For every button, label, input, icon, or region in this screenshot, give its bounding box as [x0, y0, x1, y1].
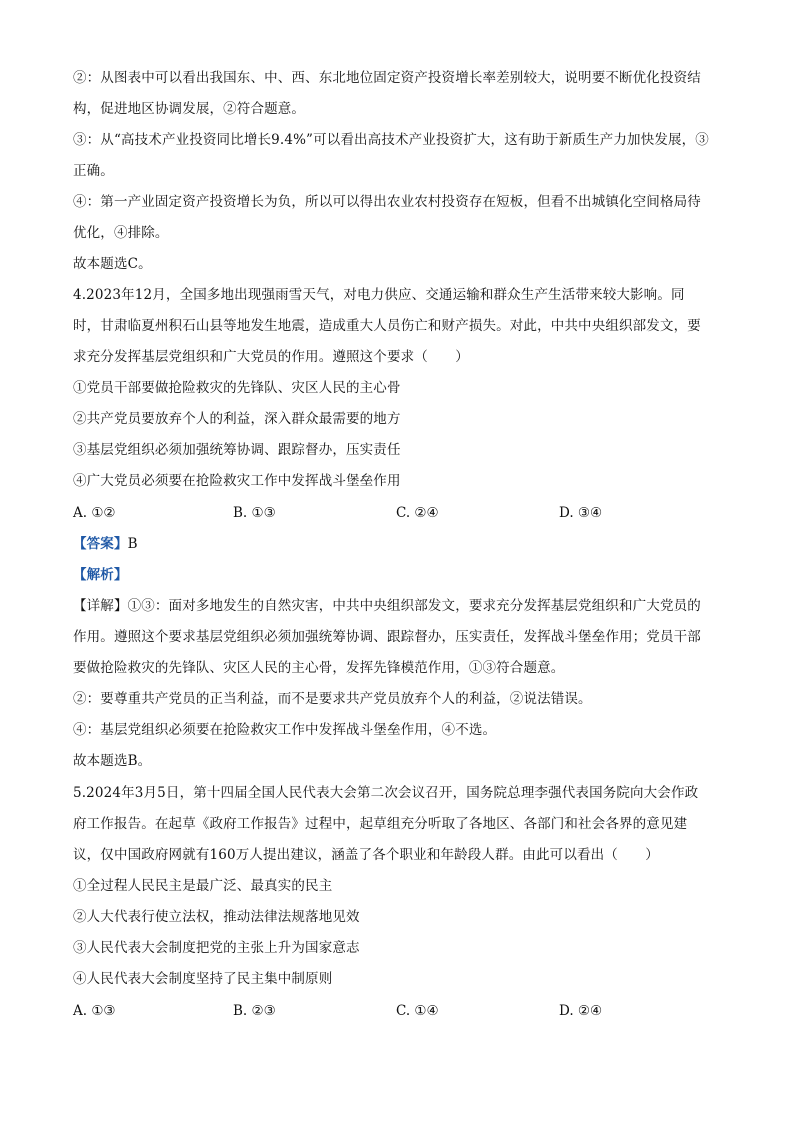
text-line: 时，甘肃临夏州积石山县等地发生地震，造成重大人员伤亡和财产损失。对此，中共中央组织部发文，要	[73, 318, 701, 334]
text-line: 议，仅中国政府网就有160万人提出建议，涵盖了各个职业和年龄段人群。由此可以看出（ ）	[73, 847, 659, 863]
option-b: B. ②③	[233, 1003, 276, 1019]
text-line: 构，促进地区协调发展，②符合题意。	[73, 101, 306, 117]
option-a: A. ①②	[73, 505, 116, 521]
text-line: ④：基层党组织必须要在抢险救灾工作中发挥战斗堡垒作用，④不选。	[73, 722, 497, 738]
detail-text: ①③：面对多地发生的自然灾害，中共中央组织部发文，要求充分发挥基层党组织和广大党员的	[127, 598, 701, 614]
detail-tag: 【详解】	[73, 598, 128, 614]
text-line: 故本题选B。	[73, 753, 152, 769]
option-d: D. ③④	[559, 505, 603, 521]
text-line: 要做抢险救灾的先锋队、灾区人民的主心骨，发挥先锋模范作用，①③符合题意。	[73, 660, 565, 676]
statement-item: ③人民代表大会制度把党的主张上升为国家意志	[73, 940, 360, 956]
text-line: 正确。	[73, 163, 114, 179]
question-5-stem: 5.2024年3月5日，第十四届全国人民代表大会第二次会议召开，国务院总理李强代表国务院向大会作政	[73, 785, 699, 801]
detail-line	[73, 596, 733, 616]
text-line: ②：要尊重共产党员的正当利益，而不是要求共产党员放弃个人的利益，②说法错误。	[73, 691, 592, 707]
analysis-tag: 【解析】	[73, 567, 128, 583]
option-d: D. ②④	[559, 1003, 603, 1019]
text-line: 求充分发挥基层党组织和广大党员的作用。遵照这个要求（ ）	[73, 349, 469, 365]
text-line: ③：从“高技术产业投资同比增长9.4%”可以看出高技术产业投资扩大，这有助于新质生产力加快发展，③	[73, 132, 709, 148]
option-b: B. ①③	[233, 505, 276, 521]
option-c: C. ①④	[396, 1003, 439, 1019]
statement-item: ①党员干部要做抢险救灾的先锋队、灾区人民的主心骨	[73, 380, 401, 396]
analysis-line	[73, 565, 733, 585]
statement-item: ④人民代表大会制度坚持了民主集中制原则	[73, 971, 333, 987]
answer-tag: 【答案】	[73, 536, 128, 552]
text-line: 故本题选C。	[73, 256, 152, 272]
answer-value: B	[127, 536, 138, 552]
text-line: 优化，④排除。	[73, 225, 169, 241]
text-line: 府工作报告。在起草《政府工作报告》过程中，起草组充分听取了各地区、各部门和社会各界的意见建	[73, 816, 688, 832]
question-4-options	[73, 503, 733, 523]
text-line: ②：从图表中可以看出我国东、中、西、东北地位固定资产投资增长率差别较大，说明要不断优化投资结	[73, 70, 701, 86]
text-line: ④：第一产业固定资产投资增长为负，所以可以得出农业农村投资存在短板，但看不出城镇化空间格局待	[73, 194, 701, 210]
statement-item: ③基层党组织必须加强统筹协调、跟踪督办，压实责任	[73, 442, 401, 458]
option-a: A. ①③	[73, 1003, 116, 1019]
question-4-stem: 4.2023年12月，全国多地出现强雨雪天气，对电力供应、交通运输和群众生产生活带来较大影响。同	[73, 287, 685, 303]
answer-line	[73, 534, 733, 554]
statement-item: ②人大代表行使立法权，推动法律法规落地见效	[73, 909, 360, 925]
text-line: 作用。遵照这个要求基层党组织必须加强统筹协调、跟踪督办，压实责任，发挥战斗堡垒作用；党员干部	[73, 629, 701, 645]
statement-item: ②共产党员要放弃个人的利益，深入群众最需要的地方	[73, 411, 401, 427]
question-5-options	[73, 1001, 733, 1021]
option-c: C. ②④	[396, 505, 439, 521]
statement-item: ④广大党员必须要在抢险救灾工作中发挥战斗堡垒作用	[73, 473, 401, 489]
statement-item: ①全过程人民民主是最广泛、最真实的民主	[73, 878, 333, 894]
